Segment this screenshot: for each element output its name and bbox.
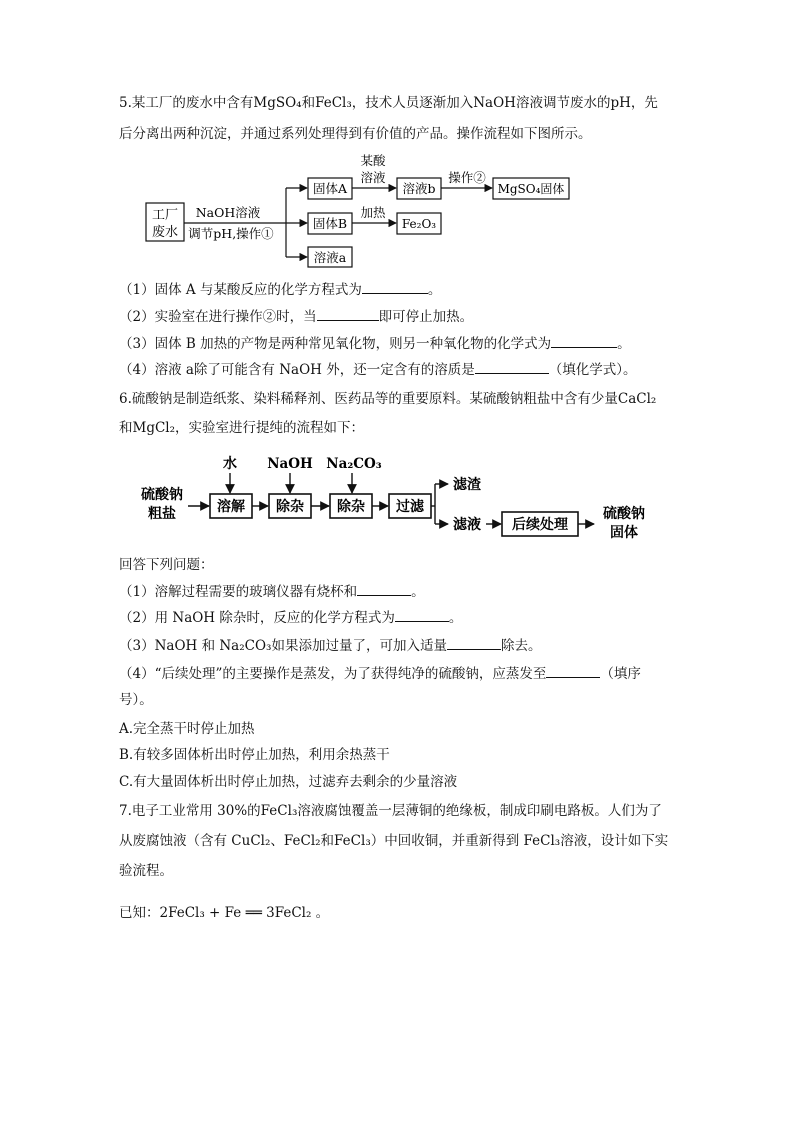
- q6-product-label-2: 固体: [610, 525, 638, 541]
- q5-intro-line2: 后分离出两种沉淀，并通过系列处理得到有价值的产品。操作流程如下图所示。: [119, 126, 592, 142]
- q5-sub3-blank[interactable]: [551, 333, 617, 348]
- q6-sub2-text: （2）用 NaOH 除杂时，反应的化学方程式为: [119, 610, 395, 626]
- q5-adjust-label: 调节pH,操作①: [188, 226, 274, 241]
- q6-sub4-continuation: 号）。: [119, 692, 153, 708]
- q5-intro-line1: 5.某工厂的废水中含有MgSO₄和FeCl₃，技术人员逐渐加入NaOH溶液调节废水的pH，先: [119, 95, 658, 111]
- q5-sub2: [119, 306, 473, 327]
- q5-source-label-2: 废水: [151, 225, 179, 240]
- q6-sub4-text: （4）“后续处理”的主要操作是蒸发，为了获得纯净的硫酸钠，应蒸发至: [119, 666, 547, 682]
- q7-known: 已知：2FeCl₃ + Fe ══ 3FeCl₂ 。: [119, 905, 330, 921]
- q6-intro-line2: 和MgCl₂，实验室进行提纯的流程如下：: [119, 420, 365, 436]
- q6-sub4-blank[interactable]: [546, 663, 600, 678]
- q5-flow-diagram: [118, 150, 638, 268]
- q6-water-label: 水: [223, 456, 237, 472]
- q6-remove2-label: 除杂: [337, 499, 365, 515]
- q7-intro-line1: 7.电子工业常用 30%的FeCl₃溶液腐蚀覆盖一层薄铜的绝缘板，制成印刷电路板。人们为了: [119, 803, 662, 819]
- q5-sub1-blank[interactable]: [362, 279, 428, 294]
- q5-solid-a-label: 固体A: [312, 181, 348, 196]
- q5-solution-a-label: 溶液a: [313, 250, 347, 265]
- q6-na2co3-label: Na₂CO₃: [326, 456, 382, 472]
- q6-sub4-end: （填序: [600, 666, 641, 682]
- q5-fe2o3-label: Fe₂O₃: [401, 217, 437, 231]
- q5-sub3-text: （3）固体 B 加热的产物是两种常见氧化物，则另一种氧化物的化学式为: [119, 336, 552, 352]
- q6-sub3-text: （3）NaOH 和 Na₂CO₃如果添加过量了，可加入适量: [119, 638, 447, 654]
- q6-sub1-text: （1）溶解过程需要的玻璃仪器有烧杯和: [119, 584, 358, 600]
- q6-source-label-2: 粗盐: [148, 506, 176, 522]
- q6-source-label-1: 硫酸钠: [141, 487, 183, 503]
- q5-solid-b-label: 固体B: [312, 216, 348, 231]
- q6-option-a: A.完全蒸干时停止加热: [119, 721, 255, 737]
- q5-sub4: [119, 359, 636, 380]
- q5-sub4-blank[interactable]: [475, 359, 549, 374]
- q6-option-b: B.有较多固体析出时停止加热，利用余热蒸干: [119, 747, 390, 763]
- q5-mgso4-label: MgSO₄固体: [497, 182, 565, 196]
- q6-sub4: [119, 663, 641, 684]
- q5-sub3-end: 。: [617, 336, 631, 352]
- q6-product-label-1: 硫酸钠: [603, 506, 645, 522]
- q5-naoh-label: NaOH溶液: [195, 205, 261, 220]
- q5-acid-label-2: 溶液: [360, 170, 386, 185]
- q6-sub1-end: 。: [411, 584, 425, 600]
- q6-sub3-end: 除去。: [500, 638, 542, 654]
- q5-solution-b-label: 溶液b: [402, 181, 436, 196]
- q5-sub2-end: 即可停止加热。: [378, 309, 474, 325]
- q5-sub2-text: （2）实验室在进行操作②时，当: [119, 309, 317, 325]
- q6-residue-label: 滤渣: [453, 477, 481, 493]
- q7-intro-line3: 验流程。: [119, 863, 173, 879]
- q7-intro-line2: 从废腐蚀液（含有 CuCl₂、FeCl₂和FeCl₃）中回收铜，并重新得到 FeCl₃溶液，设计如下实: [119, 833, 669, 849]
- q6-sub2-blank[interactable]: [395, 607, 449, 622]
- q6-answer-intro: 回答下列问题：: [119, 557, 214, 573]
- q6-sub1: [119, 581, 425, 602]
- q5-sub1-end: 。: [427, 282, 442, 298]
- q6-naoh-label: NaOH: [267, 456, 313, 472]
- q5-source-label-1: 工厂: [151, 208, 179, 223]
- q5-op2-label: 操作②: [448, 170, 486, 185]
- q5-sub4-text: （4）溶液 a除了可能含有 NaOH 外，还一定含有的溶质是: [119, 362, 475, 378]
- q5-sub4-end: （填化学式）。: [548, 362, 637, 378]
- q5-acid-label-1: 某酸: [360, 153, 386, 168]
- q6-sub3-blank[interactable]: [447, 635, 501, 650]
- q6-intro-line1: 6.硫酸钠是制造纸浆、染料稀释剂、医药品等的重要原料。某硫酸钠粗盐中含有少量CaCl₂: [119, 391, 657, 407]
- q5-sub3: [119, 333, 631, 354]
- q6-flow-diagram: [122, 448, 674, 548]
- q5-heat-label: 加热: [360, 205, 386, 220]
- q6-option-c: C.有大量固体析出时停止加热，过滤弃去剩余的少量溶液: [119, 774, 458, 790]
- q6-sub3: [119, 635, 541, 656]
- q6-dissolve-label: 溶解: [217, 499, 245, 515]
- q5-sub1-text: （1）固体 A 与某酸反应的化学方程式为: [119, 282, 362, 298]
- q6-post-label: 后续处理: [512, 517, 568, 533]
- q6-remove1-label: 除杂: [276, 499, 304, 515]
- q6-sub2: [119, 607, 462, 628]
- q6-sub1-blank[interactable]: [357, 581, 411, 596]
- q6-sub2-end: 。: [448, 610, 463, 626]
- q6-filtrate-label: 滤液: [453, 517, 481, 533]
- q5-sub2-blank[interactable]: [317, 306, 379, 321]
- q5-sub1: [119, 279, 441, 300]
- q6-filter-label: 过滤: [396, 499, 424, 515]
